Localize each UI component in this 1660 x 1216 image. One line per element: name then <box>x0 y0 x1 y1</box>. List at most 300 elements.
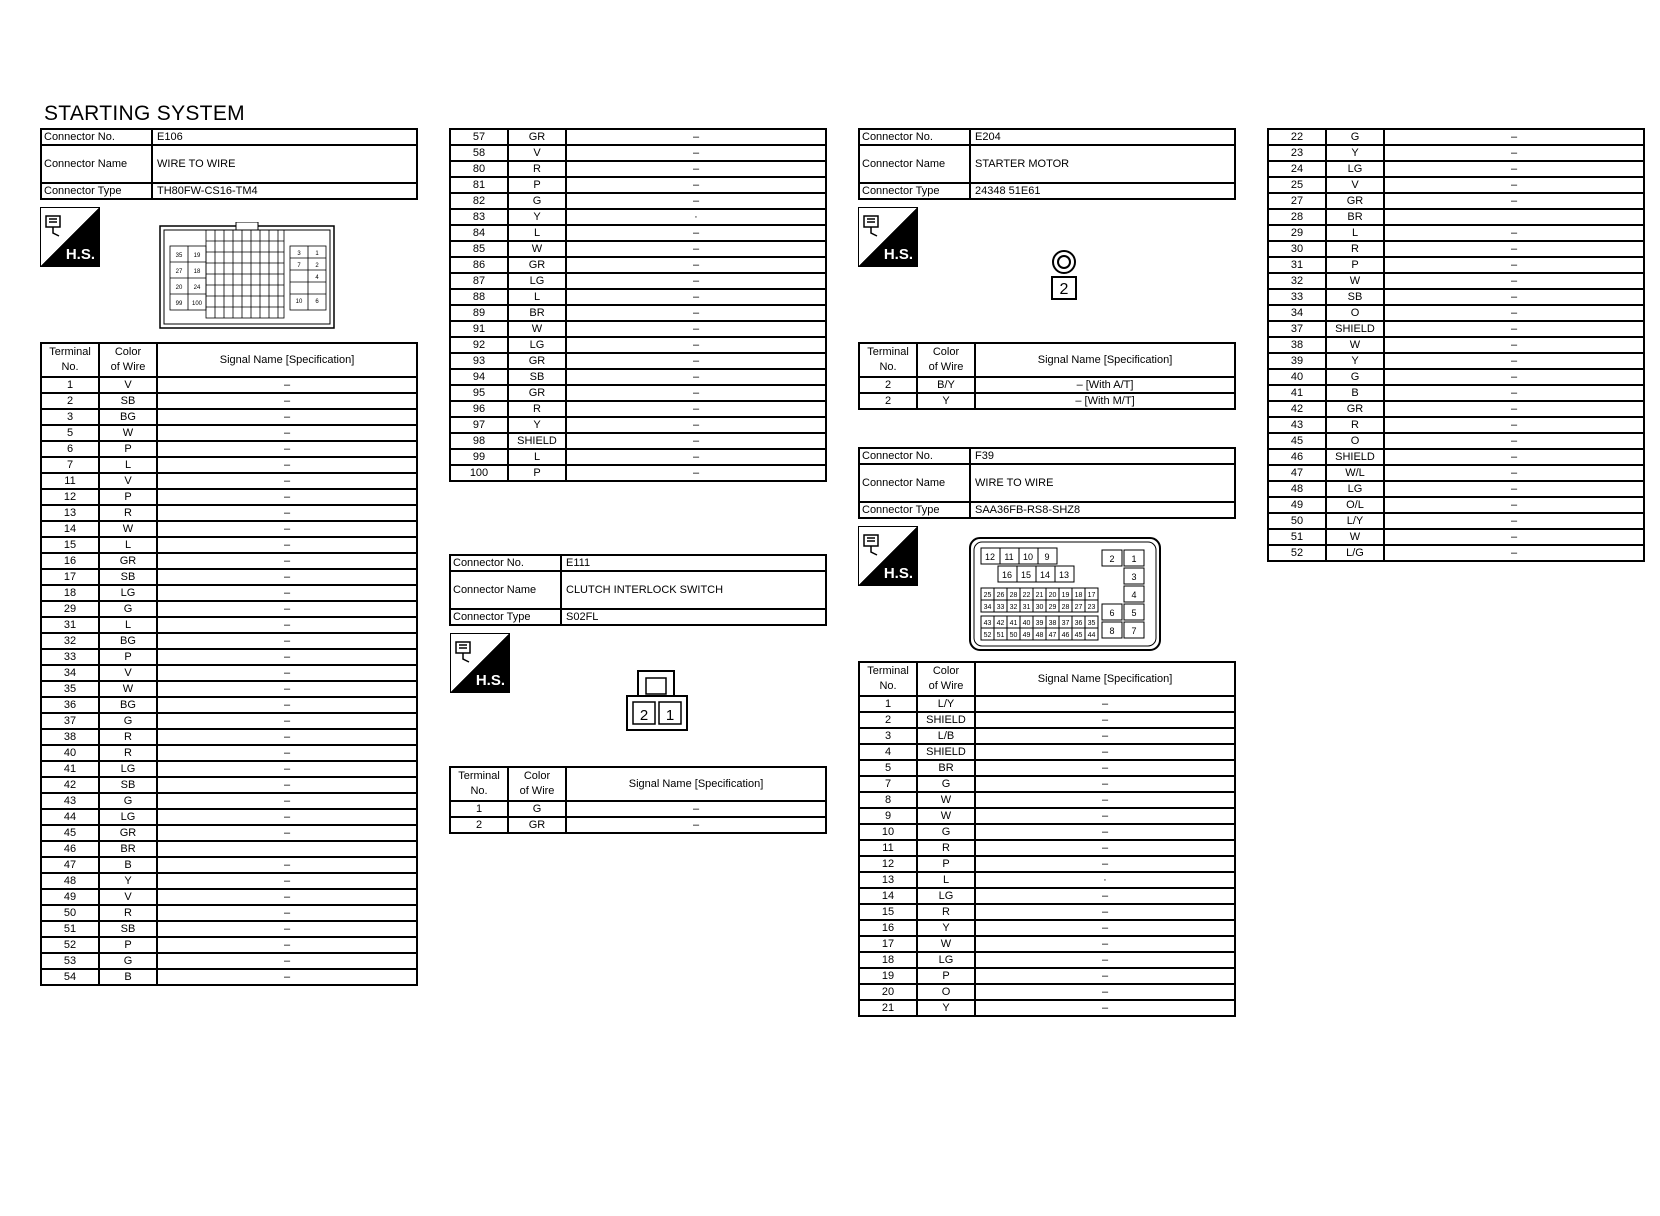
signal-name-cell: – <box>1384 513 1644 529</box>
terminal-no-cell: 91 <box>450 321 508 337</box>
pin-label: 6 <box>1109 608 1115 618</box>
pin-label: 1 <box>1131 554 1137 564</box>
signal-name-cell: – <box>1384 449 1644 465</box>
wire-color-cell: W <box>508 241 566 257</box>
terminal-no-cell: 15 <box>859 904 917 920</box>
signal-name-cell: – <box>1384 257 1644 273</box>
pin-label: 41 <box>1009 620 1018 627</box>
terminal-no-cell: 19 <box>859 968 917 984</box>
connector-no-label: Connector No. <box>41 129 152 145</box>
table-row <box>859 808 1235 824</box>
table-row <box>1268 465 1644 481</box>
signal-name-cell <box>1384 209 1644 225</box>
signal-name-cell: – <box>157 505 417 521</box>
terminal-no-cell: 36 <box>41 697 99 713</box>
connector-type-label: Connector Type <box>41 183 152 199</box>
table-row <box>1268 417 1644 433</box>
table-row <box>859 728 1235 744</box>
terminal-no-cell: 16 <box>41 553 99 569</box>
connector-info-table <box>858 447 1236 519</box>
table-row <box>1268 129 1644 145</box>
terminal-no-cell: 51 <box>41 921 99 937</box>
connector-hand-icon <box>453 636 481 664</box>
terminal-no-cell: 29 <box>41 601 99 617</box>
terminal-no-cell: 97 <box>450 417 508 433</box>
pin-label: 20 <box>175 285 183 291</box>
table-row <box>859 696 1235 712</box>
terminal-no-cell: 93 <box>450 353 508 369</box>
wire-color-cell: BR <box>1326 209 1384 225</box>
table-row <box>450 129 826 145</box>
wire-color-cell: W <box>917 808 975 824</box>
wire-color-cell: GR <box>508 817 566 833</box>
signal-name-cell: – <box>157 553 417 569</box>
pin-label: 51 <box>996 632 1005 639</box>
signal-name-cell: – <box>975 792 1235 808</box>
terminal-no-cell: 52 <box>1268 545 1326 561</box>
signal-name-cell: – <box>566 369 826 385</box>
signal-name-cell: – <box>157 681 417 697</box>
table-row <box>41 905 417 921</box>
signal-name-cell: – <box>157 729 417 745</box>
wire-color-cell: BG <box>99 697 157 713</box>
table-row <box>41 617 417 633</box>
table-row <box>1268 385 1644 401</box>
connector-type-label: Connector Type <box>859 502 970 518</box>
pin-label: 29 <box>1048 604 1057 611</box>
table-row <box>1268 177 1644 193</box>
pin-label: 47 <box>1048 632 1057 639</box>
pin-label: 16 <box>1001 570 1013 580</box>
signal-name-cell: – <box>975 856 1235 872</box>
signal-name-cell: – <box>975 760 1235 776</box>
wire-color-cell: L <box>1326 225 1384 241</box>
pin-label: 32 <box>1009 604 1018 611</box>
signal-name-cell: – <box>975 904 1235 920</box>
hs-label: H.S. <box>65 246 95 263</box>
wire-color-cell: G <box>917 824 975 840</box>
terminal-no-cell: 1 <box>41 377 99 393</box>
wire-color-cell: O <box>1326 305 1384 321</box>
pin-label: 30 <box>1035 604 1044 611</box>
signal-name-cell: – <box>975 888 1235 904</box>
wire-color-cell: SB <box>99 393 157 409</box>
terminal-no-cell: 3 <box>859 728 917 744</box>
terminal-no-cell: 32 <box>1268 273 1326 289</box>
terminal-no-cell: 51 <box>1268 529 1326 545</box>
signal-name-cell: – <box>566 289 826 305</box>
table-row <box>41 441 417 457</box>
connector-no-value: E106 <box>152 129 417 145</box>
terminal-no-cell: 34 <box>41 665 99 681</box>
connector-no-value: E111 <box>561 555 826 571</box>
pin-label: 6 <box>315 299 319 305</box>
wire-color-cell: SHIELD <box>508 433 566 449</box>
table-row <box>41 953 417 969</box>
terminal-no-cell: 47 <box>1268 465 1326 481</box>
terminal-no-cell: 17 <box>859 936 917 952</box>
wire-color-cell: SHIELD <box>917 744 975 760</box>
signal-name-cell: – <box>157 809 417 825</box>
table-row <box>450 401 826 417</box>
connector-f39-section <box>858 447 1236 519</box>
wire-color-cell: Y <box>99 873 157 889</box>
table-row <box>41 409 417 425</box>
wire-color-cell: R <box>1326 241 1384 257</box>
wire-color-cell: G <box>508 193 566 209</box>
signal-name-cell: – <box>566 193 826 209</box>
pin-label: 25 <box>983 592 992 599</box>
wire-color-header: Color of Wire <box>508 767 566 801</box>
signal-name-cell: – <box>566 337 826 353</box>
table-row <box>859 904 1235 920</box>
terminal-no-header: Terminal No. <box>859 662 917 696</box>
terminal-no-cell: 25 <box>1268 177 1326 193</box>
signal-name-cell: – <box>975 712 1235 728</box>
wire-color-cell: GR <box>508 129 566 145</box>
terminal-no-cell: 84 <box>450 225 508 241</box>
wire-color-cell: W <box>99 425 157 441</box>
table-row <box>1268 401 1644 417</box>
wire-color-cell: W <box>99 681 157 697</box>
signal-name-cell: – <box>1384 241 1644 257</box>
signal-name-cell: – <box>566 161 826 177</box>
table-row <box>859 920 1235 936</box>
table-row <box>41 633 417 649</box>
wire-color-header: Color of Wire <box>917 343 975 377</box>
table-row <box>859 968 1235 984</box>
table-row <box>41 681 417 697</box>
signal-name-cell: – <box>157 825 417 841</box>
terminal-no-cell: 50 <box>1268 513 1326 529</box>
pin-label: 19 <box>193 253 201 259</box>
table-row <box>450 369 826 385</box>
signal-name-cell: – <box>157 409 417 425</box>
table-row <box>1268 497 1644 513</box>
connector-name-label: Connector Name <box>859 145 970 183</box>
terminal-no-cell: 13 <box>859 872 917 888</box>
wire-color-cell: LG <box>1326 481 1384 497</box>
table-row <box>41 505 417 521</box>
wire-color-cell: LG <box>508 273 566 289</box>
connector-name-label: Connector Name <box>41 145 152 183</box>
table-row <box>859 840 1235 856</box>
wire-color-cell: W <box>1326 337 1384 353</box>
terminal-no-header: Terminal No. <box>41 343 99 377</box>
signal-name-cell: – <box>566 465 826 481</box>
wire-color-cell: Y <box>508 209 566 225</box>
terminal-no-cell: 40 <box>1268 369 1326 385</box>
terminal-no-cell: 11 <box>859 840 917 856</box>
terminal-no-cell: 38 <box>1268 337 1326 353</box>
terminal-no-cell: 38 <box>41 729 99 745</box>
terminal-no-cell: 96 <box>450 401 508 417</box>
pin-label: 11 <box>1004 552 1014 562</box>
terminal-no-cell: 20 <box>859 984 917 1000</box>
wire-color-cell: G <box>1326 369 1384 385</box>
wire-color-cell: SB <box>99 569 157 585</box>
terminal-table <box>449 766 827 834</box>
connector-no-label: Connector No. <box>450 555 561 571</box>
signal-name-cell: – <box>1384 337 1644 353</box>
pin-label: 36 <box>1074 620 1083 627</box>
terminal-no-cell: 87 <box>450 273 508 289</box>
table-row <box>41 649 417 665</box>
terminal-no-cell: 48 <box>41 873 99 889</box>
signal-name-cell: – <box>975 696 1235 712</box>
table-row <box>1268 225 1644 241</box>
pin-label: 38 <box>1048 620 1057 627</box>
signal-name-cell: – <box>157 793 417 809</box>
terminal-no-cell: 33 <box>41 649 99 665</box>
terminal-no-cell: 48 <box>1268 481 1326 497</box>
terminal-no-cell: 43 <box>41 793 99 809</box>
connector-hand-icon <box>861 529 889 557</box>
terminal-no-cell: 33 <box>1268 289 1326 305</box>
pin-label: 45 <box>1074 632 1083 639</box>
table-row <box>41 873 417 889</box>
signal-name-cell: – <box>1384 433 1644 449</box>
terminal-no-cell: 49 <box>1268 497 1326 513</box>
terminal-no-cell: 57 <box>450 129 508 145</box>
wire-color-cell: G <box>99 793 157 809</box>
wire-color-cell: V <box>99 665 157 681</box>
signal-name-cell: – <box>566 305 826 321</box>
pin-label: 23 <box>1087 604 1096 611</box>
terminal-no-cell: 85 <box>450 241 508 257</box>
wire-color-cell: BG <box>99 409 157 425</box>
signal-name-cell: – <box>1384 225 1644 241</box>
signal-name-cell: – <box>157 601 417 617</box>
table-row <box>450 817 826 833</box>
terminal-no-cell: 27 <box>1268 193 1326 209</box>
signal-name-cell: – <box>157 425 417 441</box>
pin-label: 15 <box>1020 570 1032 580</box>
terminal-no-cell: 81 <box>450 177 508 193</box>
wire-color-cell: BR <box>99 841 157 857</box>
table-row <box>41 825 417 841</box>
table-row <box>41 585 417 601</box>
terminal-no-cell: 94 <box>450 369 508 385</box>
signal-name-cell: – <box>157 473 417 489</box>
terminal-no-cell: 21 <box>859 1000 917 1016</box>
signal-name-cell: – <box>157 633 417 649</box>
signal-name-cell: – <box>157 377 417 393</box>
table-row <box>1268 433 1644 449</box>
terminal-table <box>449 128 827 482</box>
table-row <box>450 353 826 369</box>
signal-name-cell: – [With M/T] <box>975 393 1235 409</box>
terminal-no-cell: 15 <box>41 537 99 553</box>
signal-name-cell: – <box>975 744 1235 760</box>
terminal-no-header: Terminal No. <box>859 343 917 377</box>
terminal-no-cell: 95 <box>450 385 508 401</box>
table-row <box>859 872 1235 888</box>
wire-color-cell: P <box>99 441 157 457</box>
terminal-no-cell: 35 <box>41 681 99 697</box>
signal-name-cell: – <box>1384 385 1644 401</box>
table-row <box>1268 273 1644 289</box>
signal-name-cell: – <box>157 713 417 729</box>
terminal-no-cell: 80 <box>450 161 508 177</box>
signal-name-cell: – <box>566 257 826 273</box>
terminal-no-cell: 41 <box>41 761 99 777</box>
terminal-no-cell: 89 <box>450 305 508 321</box>
signal-name-cell: – <box>1384 289 1644 305</box>
terminal-no-cell: 22 <box>1268 129 1326 145</box>
wire-color-cell: L/Y <box>917 696 975 712</box>
table-row <box>450 257 826 273</box>
table-row <box>1268 353 1644 369</box>
signal-name-cell: – <box>1384 497 1644 513</box>
signal-name-cell: – <box>1384 369 1644 385</box>
wire-color-cell: O <box>917 984 975 1000</box>
wire-color-cell: W <box>917 792 975 808</box>
pin-label: 27 <box>175 269 183 275</box>
signal-name-cell: – <box>566 225 826 241</box>
terminal-no-cell: 82 <box>450 193 508 209</box>
table-row <box>859 1000 1235 1016</box>
terminal-no-cell: 10 <box>859 824 917 840</box>
table-row <box>450 161 826 177</box>
table-row <box>1268 161 1644 177</box>
pin-label: 21 <box>1035 592 1044 599</box>
table-row <box>859 712 1235 728</box>
table-row <box>1268 449 1644 465</box>
connector-type-value: TH80FW-CS16-TM4 <box>152 183 417 199</box>
wire-color-cell: W <box>99 521 157 537</box>
wire-color-cell: V <box>99 377 157 393</box>
table-row <box>450 465 826 481</box>
wire-color-cell: L/B <box>917 728 975 744</box>
terminal-no-cell: 3 <box>41 409 99 425</box>
terminal-no-cell: 2 <box>41 393 99 409</box>
pin-label: 24 <box>193 285 201 291</box>
signal-name-cell: – <box>1384 353 1644 369</box>
wire-color-cell: GR <box>1326 401 1384 417</box>
table-row <box>41 521 417 537</box>
table-row <box>859 377 1235 393</box>
e204-terminal-section <box>858 342 1236 410</box>
pin-label: 2 <box>315 263 319 269</box>
wire-color-cell: Y <box>1326 145 1384 161</box>
table-row <box>859 393 1235 409</box>
signal-name-cell: – <box>566 353 826 369</box>
pin-label: 22 <box>1022 592 1031 599</box>
pin-label: 31 <box>1022 604 1031 611</box>
wire-color-cell: LG <box>508 337 566 353</box>
pin-label: 50 <box>1009 632 1018 639</box>
e106-terminal-section <box>40 342 418 986</box>
terminal-no-cell: 49 <box>41 889 99 905</box>
wire-color-cell: B <box>99 857 157 873</box>
signal-name-cell: – <box>566 177 826 193</box>
terminal-no-cell: 6 <box>41 441 99 457</box>
table-row <box>450 177 826 193</box>
signal-name-cell: – <box>1384 305 1644 321</box>
wire-color-cell: SB <box>1326 289 1384 305</box>
signal-name-cell: – <box>975 1000 1235 1016</box>
signal-name-cell: – <box>1384 401 1644 417</box>
table-row <box>859 888 1235 904</box>
table-row <box>859 744 1235 760</box>
wire-color-cell: L/Y <box>1326 513 1384 529</box>
signal-name-cell: – <box>157 873 417 889</box>
wire-color-cell: LG <box>99 761 157 777</box>
wire-color-cell: R <box>99 505 157 521</box>
terminal-no-cell: 43 <box>1268 417 1326 433</box>
signal-name-cell: – [With A/T] <box>975 377 1235 393</box>
pin-label: 10 <box>295 299 303 305</box>
wire-color-cell: LG <box>917 888 975 904</box>
terminal-no-cell: 18 <box>41 585 99 601</box>
terminal-no-cell: 23 <box>1268 145 1326 161</box>
pin-label: 4 <box>315 275 319 281</box>
terminal-table <box>858 342 1236 410</box>
wire-color-cell: GR <box>1326 193 1384 209</box>
wire-color-cell: GR <box>508 385 566 401</box>
terminal-no-cell: 100 <box>450 465 508 481</box>
table-row <box>859 984 1235 1000</box>
table-row <box>41 489 417 505</box>
pin-label: 9 <box>1044 552 1050 562</box>
connector-name-value: CLUTCH INTERLOCK SWITCH <box>561 571 826 609</box>
terminal-table <box>1267 128 1645 562</box>
signal-name-cell: – <box>975 840 1235 856</box>
wire-color-cell: B <box>99 969 157 985</box>
terminal-no-cell: 18 <box>859 952 917 968</box>
wire-color-cell: O/L <box>1326 497 1384 513</box>
connector-e106-face <box>158 222 336 330</box>
harness-side-icon <box>450 633 510 693</box>
wire-color-cell: L <box>99 617 157 633</box>
wire-color-header: Color of Wire <box>917 662 975 696</box>
signal-name-cell: – <box>975 776 1235 792</box>
pin-label: 28 <box>1061 604 1070 611</box>
wire-color-cell: V <box>508 145 566 161</box>
signal-name-header: Signal Name [Specification] <box>975 662 1235 696</box>
signal-name-cell: – <box>566 433 826 449</box>
table-row <box>41 761 417 777</box>
terminal-no-cell: 39 <box>1268 353 1326 369</box>
wire-color-cell: Y <box>917 1000 975 1016</box>
wire-color-cell: L <box>99 457 157 473</box>
wire-color-cell: SB <box>508 369 566 385</box>
connector-f39-face <box>968 536 1162 652</box>
table-row <box>41 857 417 873</box>
page-title: STARTING SYSTEM <box>44 102 245 125</box>
signal-name-cell: – <box>566 801 826 817</box>
terminal-table <box>40 342 418 986</box>
terminal-no-cell: 16 <box>859 920 917 936</box>
terminal-no-header: Terminal No. <box>450 767 508 801</box>
wire-color-cell: O <box>1326 433 1384 449</box>
pin-label: 19 <box>1061 592 1070 599</box>
terminal-no-cell: 45 <box>41 825 99 841</box>
wire-color-cell: R <box>508 401 566 417</box>
wire-color-cell: W <box>917 936 975 952</box>
terminal-no-cell: 54 <box>41 969 99 985</box>
hs-label: H.S. <box>883 246 913 263</box>
signal-name-cell: – <box>157 969 417 985</box>
pin-label: 100 <box>191 301 203 307</box>
table-row <box>41 809 417 825</box>
wire-color-cell: SB <box>99 777 157 793</box>
signal-name-cell: – <box>157 569 417 585</box>
pin-label: 2 <box>639 707 649 724</box>
signal-name-cell: – <box>157 665 417 681</box>
pin-label: 52 <box>983 632 992 639</box>
